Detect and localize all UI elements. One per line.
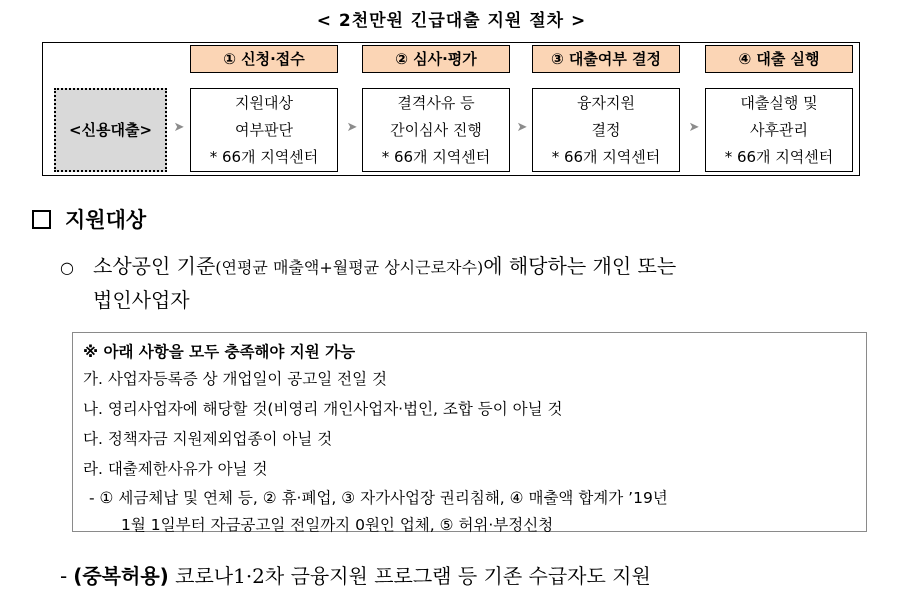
page-title: < 2천만원 긴급대출 지원 절차 > — [316, 11, 587, 31]
step-3-box — [532, 88, 680, 172]
final-note — [60, 561, 651, 591]
step-4-header: ④ 대출 실행 — [705, 45, 853, 73]
step-2-line: 결격사유 등 — [397, 94, 475, 112]
paragraph-line-2: 법인사업자 — [93, 288, 190, 312]
eligibility-paragraph — [60, 250, 880, 317]
requirement-item: 다. 정책자금 지원제외업종이 아닐 것 — [83, 430, 333, 448]
step-4-line: 대출실행 및 — [740, 94, 818, 112]
requirement-item: 나. 영리사업자에 해당할 것(비영리 개인사업자·법인, 조합 등이 아닐 것 — [83, 400, 563, 418]
section-heading — [32, 206, 146, 234]
requirement-item: 라. 대출제한사유가 아닐 것 — [83, 460, 268, 478]
step-4-line: * 66개 지역센터 — [724, 148, 834, 166]
requirement-item: 가. 사업자등록증 상 개업일이 공고일 전일 것 — [83, 370, 388, 388]
final-note-text: 코로나1·2차 금융지원 프로그램 등 기존 수급자도 지원 — [168, 564, 651, 588]
requirement-sub-line-2: 1월 1일부터 자금공고일 전일까지 0원인 업체, ⑤ 허위·부정신청 — [121, 516, 554, 534]
requirements-box — [72, 332, 867, 532]
step-4-box — [705, 88, 853, 172]
arrow-right-icon: ➤ — [516, 120, 528, 135]
step-1-box — [190, 88, 338, 172]
circle-bullet-icon: ○ — [60, 258, 74, 277]
arrow-right-icon: ➤ — [688, 120, 700, 135]
section-heading-text: 지원대상 — [65, 208, 147, 232]
step-2-line: 간이심사 진행 — [390, 121, 482, 139]
final-note-bold: (중복허용) — [73, 564, 169, 588]
arrow-right-icon: ➤ — [173, 120, 185, 135]
step-1-header: ① 신청·접수 — [190, 45, 338, 73]
requirement-sub-line: - ① 세금체납 및 연체 등, ② 휴·폐업, ③ 자가사업장 권리침해, ④ 매출액 합계가 ’19년 — [89, 489, 668, 507]
credit-loan-label: <신용대출> — [54, 88, 167, 172]
paragraph-text: 소상공인 기준 — [93, 254, 216, 278]
arrow-right-icon: ➤ — [346, 120, 358, 135]
step-3-line: 융자지원 — [577, 94, 635, 112]
step-3-header: ③ 대출여부 결정 — [532, 45, 680, 73]
paragraph-parenthetical: (연평균 매출액+월평균 상시근로자수) — [215, 258, 484, 277]
paragraph-line — [60, 250, 880, 284]
checkbox-icon — [32, 210, 51, 229]
step-1-line: 여부판단 — [235, 121, 293, 139]
step-1-line: 지원대상 — [235, 94, 293, 112]
step-2-header: ② 심사·평가 — [362, 45, 510, 73]
final-note-dash: - — [60, 564, 68, 588]
step-2-box — [362, 88, 510, 172]
requirements-header: ※ 아래 사항을 모두 충족해야 지원 가능 — [83, 343, 356, 361]
step-2-line: * 66개 지역센터 — [381, 148, 491, 166]
step-1-line: * 66개 지역센터 — [209, 148, 319, 166]
paragraph-text-end: 에 해당하는 개인 또는 — [483, 254, 677, 278]
step-3-line: * 66개 지역센터 — [551, 148, 661, 166]
step-4-line: 사후관리 — [750, 121, 808, 139]
step-3-line: 결정 — [591, 121, 621, 139]
